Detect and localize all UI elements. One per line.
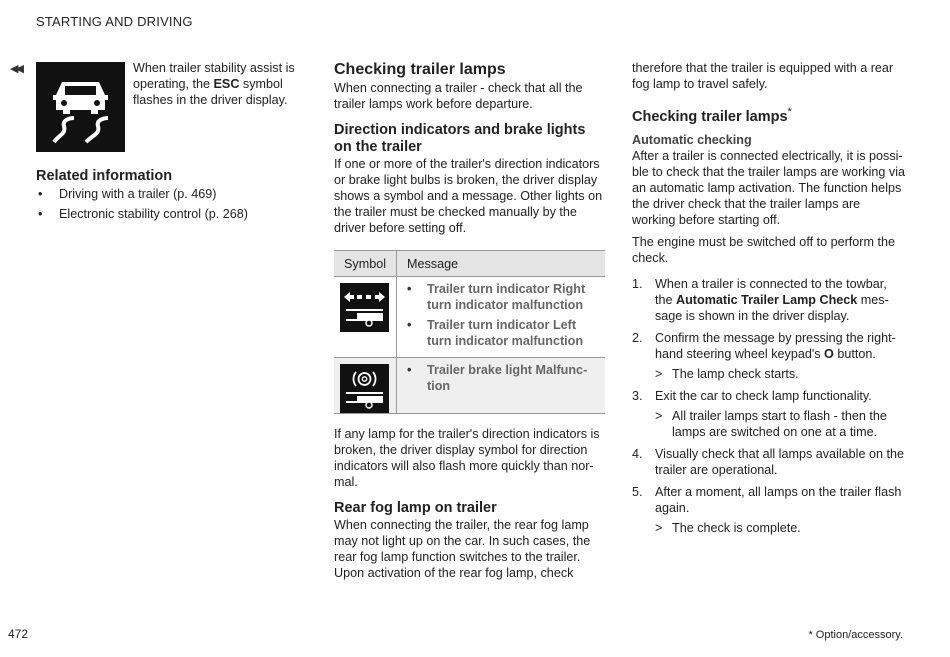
esc-text-after: symbol flashes in the driver display. — [133, 77, 288, 107]
esc-description — [133, 60, 298, 108]
table-header-symbol: Symbol — [334, 251, 397, 277]
step-number: 4. — [632, 446, 643, 461]
result-marker: > — [655, 408, 663, 423]
table-cell-message — [397, 277, 606, 358]
direction-indicators-text: If one or more of the trailer's direction indicators or brake light bulbs is broken, the driver display shows a symbol and a message. Other lights on the trailer must be checked manually by the driver before setting off. — [334, 157, 603, 235]
step2-button-name: O — [824, 346, 834, 361]
back-arrows-icon[interactable]: ◀◀ — [10, 63, 21, 75]
list-item — [632, 276, 906, 324]
list-item — [632, 484, 906, 536]
step3-text: Exit the car to check lamp functionality. — [655, 388, 872, 403]
esc-skid-car-icon — [36, 62, 125, 152]
step2-result-text: The lamp check starts. — [672, 366, 799, 381]
table-header-row — [334, 251, 605, 277]
automatic-checking-heading: Automatic checking — [632, 132, 752, 147]
footnote: * Option/accessory. — [808, 629, 903, 641]
step3-result-text: All trailer lamps start to flash - then the lamps are switched on one at a time. — [672, 408, 887, 439]
esc-text-before: When trailer stability assist is operating, the — [133, 61, 295, 91]
table-row — [334, 277, 605, 358]
step2-text-after: button. — [833, 346, 876, 361]
result-marker: > — [655, 366, 663, 381]
result-marker: > — [655, 520, 663, 535]
trailer-turn-indicator-icon — [340, 283, 389, 332]
trailer-brake-light-icon — [340, 364, 389, 413]
step5-text: After a moment, all lamps on the trailer flash again. — [655, 484, 902, 515]
page-number: 472 — [8, 627, 29, 641]
steps-list — [632, 276, 906, 536]
table-cell-message — [397, 358, 606, 414]
message-turn-left: • Trailer turn indicator Left turn indicator malfunction — [405, 317, 597, 349]
step-result — [655, 366, 906, 382]
step-number: 5. — [632, 484, 643, 499]
table-cell-symbol — [334, 277, 397, 358]
step-number: 3. — [632, 388, 643, 403]
message-brake-light: • Trailer brake light Malfunc-tion — [405, 362, 597, 394]
direction-indicators-heading: Direction indicators and brake lights on the trailer — [334, 122, 586, 155]
list-item — [632, 446, 906, 478]
step1-text-before: When a trailer is connected to the towbar, the — [655, 276, 887, 307]
checking-lamps-heading — [632, 104, 906, 126]
table-cell-symbol — [334, 358, 397, 414]
checking-lamps-heading-text: Checking trailer lamps — [632, 108, 788, 125]
list-item — [632, 330, 906, 382]
step-number: 2. — [632, 330, 643, 345]
after-table-text: If any lamp for the trailer's direction indicators is broken, the driver display symbol for direction indicators will also flash more quickly than nor-mal. — [334, 427, 600, 489]
step4-text: Visually check that all lamps available on the trailer are operational. — [655, 446, 904, 477]
step5-result-text: The check is complete. — [672, 520, 801, 535]
rear-fog-heading: Rear fog lamp on trailer — [334, 500, 497, 516]
related-information-title: Related information — [36, 168, 173, 184]
automatic-checking-text: After a trailer is connected electrically, it is possi-ble to check that the trailer lamps are working via an automatic lamp activation. The function helps the driver check that the trailer lamps are working before starting off. — [632, 148, 905, 227]
step-result — [655, 408, 906, 440]
page-title: Checking trailer lamps — [334, 61, 506, 78]
rear-fog-text: When connecting the trailer, the rear fog lamp may not light up on the car. In such cases, the rear fog lamp function switches to the trailer. Upon activation of the rear fog lamp, check — [334, 518, 591, 580]
table-header-message: Message — [397, 251, 606, 277]
related-list — [36, 186, 298, 226]
symbol-message-table — [334, 250, 605, 414]
engine-off-text: The engine must be switched off to perform the check. — [632, 234, 895, 265]
intro-text: When connecting a trailer - check that all the trailer lamps work before departure. — [334, 81, 583, 111]
rear-fog-continued: therefore that the trailer is equipped with a rear fog lamp to travel safely. — [632, 61, 894, 91]
step1-text-after: mes-sage is shown in the driver display. — [655, 292, 889, 323]
step-result — [655, 520, 906, 536]
section-header: STARTING AND DRIVING — [36, 14, 193, 29]
step1-message-name: Automatic Trailer Lamp Check — [676, 292, 858, 307]
message-turn-right: • Trailer turn indicator Right turn indicator malfunction — [405, 281, 597, 313]
related-link-stability[interactable]: • Electronic stability control (p. 268) — [36, 206, 298, 222]
esc-label: ESC — [213, 77, 240, 91]
column-middle — [334, 60, 605, 581]
column-right — [632, 60, 906, 542]
step-number: 1. — [632, 276, 643, 291]
table-row — [334, 358, 605, 414]
related-link-trailer[interactable]: • Driving with a trailer (p. 469) — [36, 186, 298, 202]
option-asterisk: * — [787, 106, 792, 118]
list-item — [632, 388, 906, 440]
step2-text-before: Confirm the message by pressing the right-hand steering wheel keypad's — [655, 330, 896, 361]
